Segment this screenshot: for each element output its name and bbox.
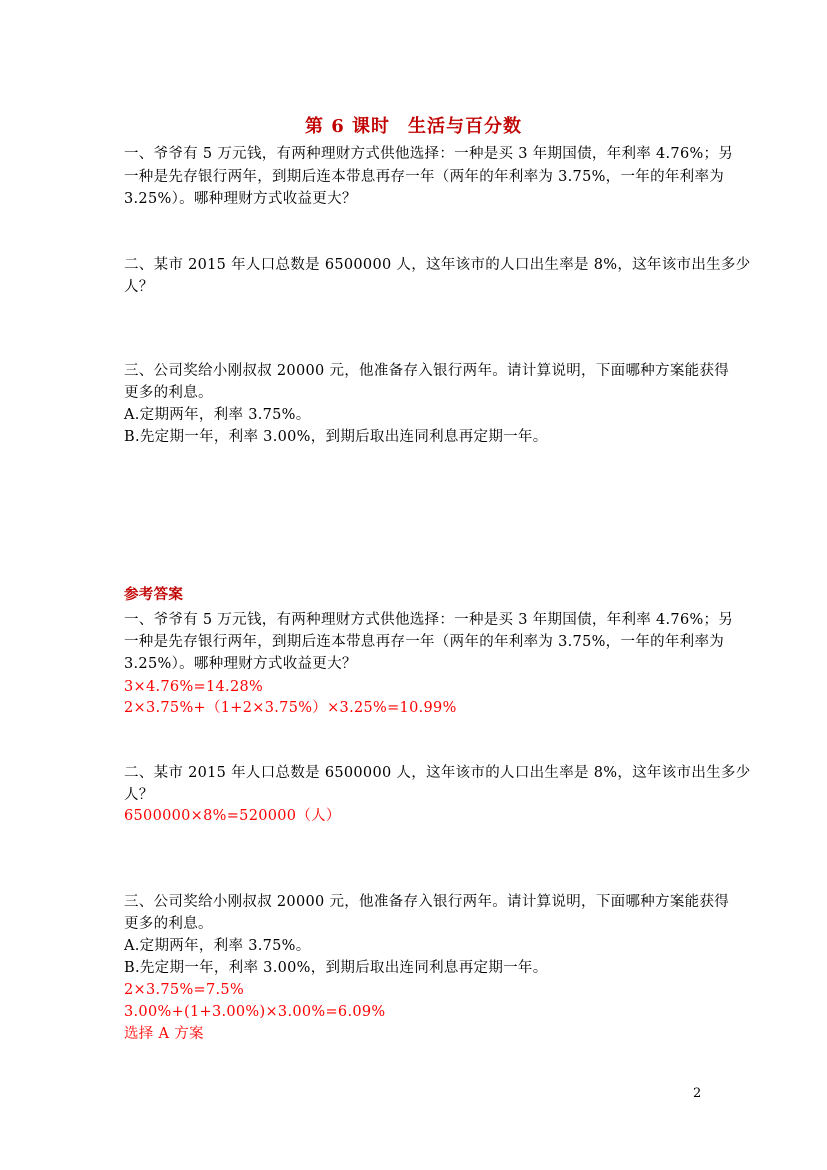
question-1-line-1: 一、爷爷有 5 万元钱，有两种理财方式供他选择：一种是买 3 年期国债，年利率 4.76%；另 xyxy=(124,146,734,162)
answer-1-line-2: 一种是先存银行两年，到期后连本带息再存一年（两年的年利率为 3.75%，一年的年利率为 xyxy=(124,634,725,650)
answer-1-line-3: 3.25%）。哪种理财方式收益更大？ xyxy=(124,656,357,672)
answer-3-solution-2: 3.00%+(1+3.00%)×3.00%=6.09% xyxy=(124,1004,386,1020)
answer-2-solution: 6500000×8%=520000（人） xyxy=(124,808,341,824)
question-2-line-1: 二、某市 2015 年人口总数是 6500000 人，这年该市的人口出生率是 8%，这年该市出生多少 xyxy=(124,257,751,273)
page-title xyxy=(0,112,827,138)
lesson-number: 第 6 课时 xyxy=(304,116,391,137)
question-1-line-3: 3.25%）。哪种理财方式收益更大？ xyxy=(124,191,357,207)
answer-1-solution-2: 2×3.75%+（1+2×3.75%）×3.25%=10.99% xyxy=(124,700,457,716)
answer-3-line-1: 三、公司奖给小刚叔叔 20000 元，他准备存入银行两年。请计算说明，下面哪种方案能获得 xyxy=(124,894,730,910)
question-3-line-1: 三、公司奖给小刚叔叔 20000 元，他准备存入银行两年。请计算说明，下面哪种方案能获得 xyxy=(124,363,730,379)
answer-3-solution-1: 2×3.75%=7.5% xyxy=(124,982,245,998)
answers-heading: 参考答案 xyxy=(124,586,184,603)
lesson-topic: 生活与百分数 xyxy=(408,116,523,137)
question-1-line-2: 一种是先存银行两年，到期后连本带息再存一年（两年的年利率为 3.75%，一年的年利率为 xyxy=(124,169,725,185)
question-3-option-a: A.定期两年，利率 3.75%。 xyxy=(124,407,311,423)
answer-3-option-a: A.定期两年，利率 3.75%。 xyxy=(124,938,311,954)
answer-1-solution-1: 3×4.76%=14.28% xyxy=(124,679,264,695)
answer-2-line-2: 人？ xyxy=(124,787,154,803)
answer-3-line-2: 更多的利息。 xyxy=(124,916,213,932)
answer-1-line-1: 一、爷爷有 5 万元钱，有两种理财方式供他选择：一种是买 3 年期国债，年利率 4.76%；另 xyxy=(124,612,734,628)
answer-2-line-1: 二、某市 2015 年人口总数是 6500000 人，这年该市的人口出生率是 8%，这年该市出生多少 xyxy=(124,765,751,781)
question-2-line-2: 人？ xyxy=(124,279,154,295)
page-number: 2 xyxy=(693,1086,702,1101)
answer-3-conclusion: 选择 A 方案 xyxy=(124,1026,204,1042)
question-3-option-b: B.先定期一年，利率 3.00%，到期后取出连同利息再定期一年。 xyxy=(124,429,548,445)
question-3-line-2: 更多的利息。 xyxy=(124,385,213,401)
answer-3-option-b: B.先定期一年，利率 3.00%，到期后取出连同利息再定期一年。 xyxy=(124,960,548,976)
